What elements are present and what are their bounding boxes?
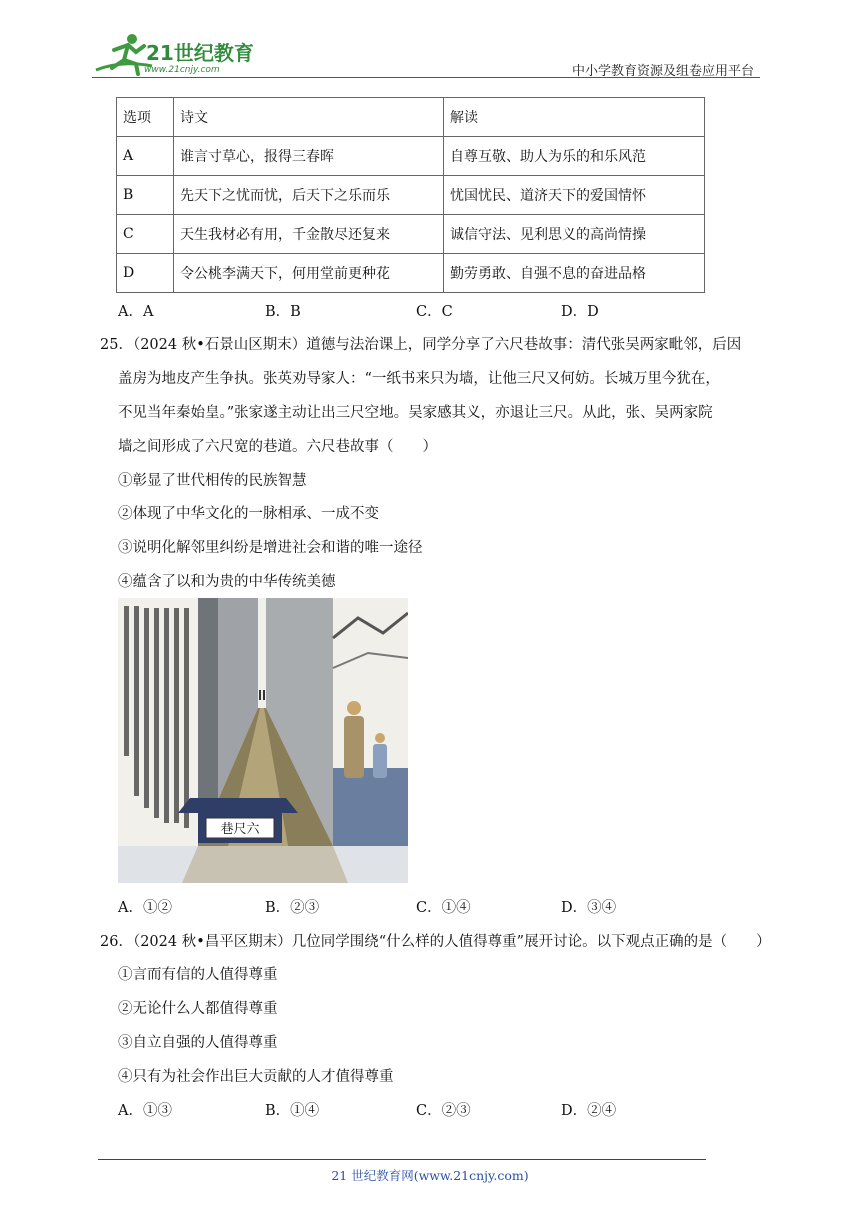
choice-d[interactable]: D．②④ [561,1103,617,1119]
choice-a[interactable]: A．①③ [118,1103,172,1119]
q26-statement-1: ①言而有信的人值得尊重 [118,967,278,983]
choice-b[interactable]: B．②③ [265,900,320,916]
table-cell: 自尊互敬、助人为乐的和乐风范 [444,137,705,176]
table-cell: D [117,254,174,293]
platform-name: 中小学教育资源及组卷应用平台 [571,64,754,79]
q25-statement-4: ④蕴含了以和为贵的中华传统美德 [118,574,336,590]
table-cell: B [117,176,174,215]
q26-stem: 26．（2024 秋•昌平区期末）几位同学围绕“什么样的人值得尊重”展开讨论。以下观点正确的是（ ） [100,934,771,950]
table-cell: 天生我材必有用，千金散尽还复来 [174,215,444,254]
table-row [117,215,705,254]
footer-link[interactable]: 21 世纪教育网(www.21cnjy.com) [331,1168,529,1183]
choice-c[interactable]: C．②③ [416,1103,471,1119]
choice-b[interactable]: B．①④ [265,1103,320,1119]
q25-stem-line: 不见当年秦始皇。”张家遂主动让出三尺空地。吴家感其义，亦退让三尺。从此，张、吴两家院 [118,405,713,421]
six-chi-alley-illustration [118,598,408,883]
table-cell: 勤劳勇敢、自强不息的奋进品格 [444,254,705,293]
choice-a[interactable]: A．①② [118,900,172,916]
logo-url: www.21cnjy.com [144,65,220,75]
table-header-cell: 诗文 [174,98,444,137]
q25-stem-line: 盖房为地皮产生争执。张英劝导家人：“一纸书来只为墙，让他三尺又何妨。长城万里今犹在， [118,371,720,387]
choice-d[interactable]: D．③④ [561,900,617,916]
options-table [116,97,705,293]
logo-text: 21世纪教育 [146,41,254,65]
q26-choices [118,1099,718,1121]
table-cell: 诚信守法、见利思义的高尚情操 [444,215,705,254]
choice-d[interactable]: D．D [561,304,599,320]
q25-statement-3: ③说明化解邻里纠纷是增进社会和谐的唯一途径 [118,540,423,556]
table-row [117,176,705,215]
table-row [117,137,705,176]
table-cell: 谁言寸草心，报得三春晖 [174,137,444,176]
q25-stem-line: 25．（2024 秋•石景山区期末）道德与法治课上，同学分享了六尺巷故事：清代张吴两家毗邻，后因 [100,337,742,353]
choice-c[interactable]: C．①④ [416,900,471,916]
q25-statement-1: ①彰显了世代相传的民族智慧 [118,473,307,489]
q26-statement-4: ④只有为社会作出巨大贡献的人才值得尊重 [118,1069,394,1085]
q25-choices [118,896,718,918]
footer-divider [98,1159,706,1160]
logo [92,30,262,76]
choice-b[interactable]: B．B [265,304,301,320]
q25-statement-2: ②体现了中华文化的一脉相承、一成不变 [118,506,379,522]
table-cell: C [117,215,174,254]
table-cell: A [117,137,174,176]
table-cell: 忧国忧民、道济天下的爱国情怀 [444,176,705,215]
table-cell: 先天下之忧而忧，后天下之乐而乐 [174,176,444,215]
page-header [92,30,760,78]
choice-c[interactable]: C．C [416,304,453,320]
q25-stem-line: 墙之间形成了六尺宽的巷道。六尺巷故事（ ） [118,439,437,455]
table-header-cell: 选项 [117,98,174,137]
header-divider [92,77,760,78]
table-cell: 令公桃李满天下，何用堂前更种花 [174,254,444,293]
q24-choices [118,300,718,322]
gate-sign-text: 巷尺六 [220,822,260,837]
q26-statement-3: ③自立自强的人值得尊重 [118,1035,278,1051]
q26-statement-2: ②无论什么人都值得尊重 [118,1001,278,1017]
table-header-row [117,98,705,137]
table-row [117,254,705,293]
table-header-cell: 解读 [444,98,705,137]
choice-a[interactable]: A．A [118,304,154,320]
